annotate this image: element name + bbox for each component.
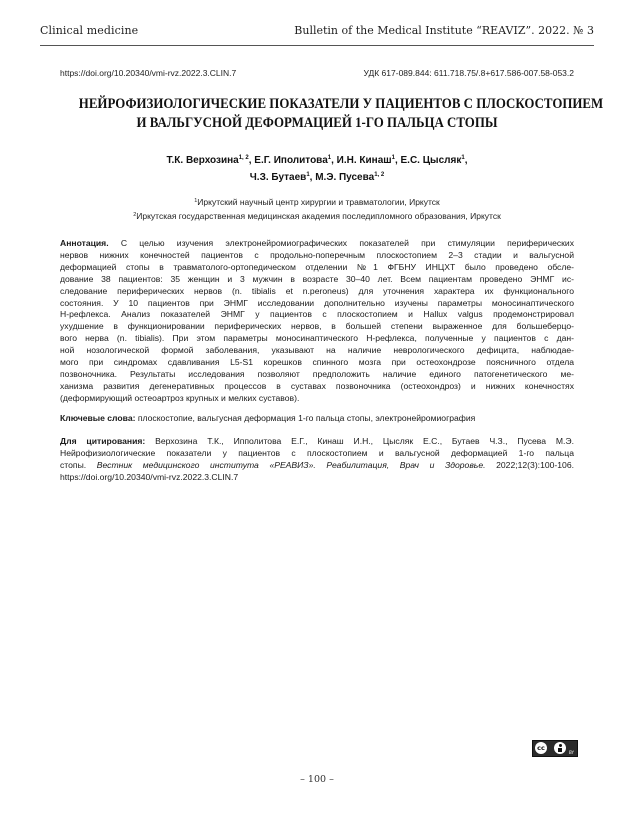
abstract-line: нервов нижних конечностей пациентов с продольно-поперечным плоскостопием 2–3 стадии и вальгусной <box>60 249 574 260</box>
citation-journal: Вестник медицинского института «РЕАВИЗ». Реабилитация, Врач и Здоровье. <box>96 459 486 470</box>
creative-commons-icon: cc <box>535 742 547 754</box>
affiliation-1 <box>40 197 594 207</box>
abstract-line: мого при синдромах сдавливания L5-S1 корешков спинного мозга при остеохондрозе поясничного отдела <box>60 357 574 368</box>
journal-issue-header: Bulletin of the Medical Institute “REAVIZ”. 2022. № 3 <box>294 24 594 37</box>
citation <box>60 436 574 484</box>
affiliation-2 <box>40 211 594 221</box>
article-title <box>78 95 604 133</box>
abstract-label: Аннотация. <box>60 238 109 248</box>
abstract-line: следование периферических нервов (n. tibialis et n.peroneus) для уточнения характера их функционального <box>60 285 574 296</box>
doi-link[interactable]: https://doi.org/10.20340/vmi-rvz.2022.3.CLIN.7 <box>60 68 237 78</box>
abstract-line: ухудшение в функционировании периферических нервов, в большей степени выраженное для большеберцо- <box>60 321 574 332</box>
attribution-person-icon <box>554 742 566 754</box>
udk-code: УДК 617-089.844: 611.718.75/.8+617.586-007.58-053.2 <box>363 68 574 78</box>
keywords-text: плоскостопие, вальгусная деформация 1-го пальца стопы, электронейромиография <box>137 413 476 423</box>
abstract-line: позвоночника. Результаты исследования позволяют предположить наличие единого патогенетического ме- <box>60 368 574 379</box>
keywords-label: Ключевые слова: <box>60 413 136 423</box>
affiliation-text: Иркутский научный центр хирургии и травматологии, Иркутск <box>197 197 440 207</box>
affiliation-mark: 2 <box>133 212 137 218</box>
keywords <box>60 413 574 425</box>
author-affiliation-mark: 1, 2 <box>238 155 249 161</box>
license-by-label: BY <box>569 750 574 755</box>
abstract-line: Н-рефлекса. Анализ показателей ЭНМГ у пациентов с плоскостопием и Hallux valgus продемонстрировал <box>60 309 574 320</box>
author-affiliation-mark: 1 <box>391 155 395 161</box>
abstract-line: дование 38 пациентов: 35 женщин и 3 мужчин в возрасте 30–40 лет. Всем пациентам проведено ЭНМГ ис- <box>60 273 574 284</box>
author-affiliation-mark: 1 <box>306 172 310 178</box>
author-name: Ч.З. Бутаев <box>249 172 307 183</box>
affiliation-text: Иркутская государственная медицинская академия последипломного образования, Иркутск <box>136 211 501 221</box>
abstract-line: ханизма развития дегенеративных процессов в суставах позвоночника (остеохондроз) и нижних конечностях <box>60 380 574 391</box>
abstract-line: вого нерва (n. tibialis). При этом параметры моносинаптического Н-рефлекса, полученные у пациентов с дан- <box>60 333 574 344</box>
author-affiliation-mark: 1 <box>327 155 332 161</box>
author-separator: , <box>309 172 316 183</box>
abstract <box>60 238 574 405</box>
author-separator: , <box>331 155 337 166</box>
author-affiliation-mark: 1 <box>461 155 465 161</box>
abstract-line: деформацией стопы в травматолого-ортопедическом отделении №1 ФГБНУ ИНЦХТ было проведено обсле- <box>60 261 574 272</box>
abstract-line: (деформирующий остеоартроз крупных и мелких суставов). <box>60 392 300 403</box>
author-affiliation-mark: 1, 2 <box>374 172 385 178</box>
citation-title-end: стопы. <box>60 459 87 470</box>
author-name: Е.Г. Иполитова <box>254 155 328 166</box>
citation-title: Нейрофизиологические показатели у пациентов с плоскостопием и вальгусной деформацией 1-го пальца <box>60 447 574 458</box>
abstract-line: С целью изучения электронейромиографических показателей при стимуляции периферических <box>120 238 574 248</box>
journal-section-header: Clinical medicine <box>40 24 139 37</box>
page-number: – 100 – <box>300 774 334 785</box>
citation-authors: Верхозина Т.К., Ипполитова Е.Г., Кинаш И.Н., Цысляк Е.С., Бутаев Ч.З., Пусева М.Э. <box>155 436 574 446</box>
author-separator: , <box>464 155 468 166</box>
author-separator: , <box>394 155 401 166</box>
author-name: М.Э. Пусева <box>315 172 375 183</box>
citation-doi-link[interactable]: https://doi.org/10.20340/vmi-rvz.2022.3.CLIN.7 <box>60 471 239 482</box>
abstract-line: состояния. У 10 пациентов при ЭНМГ исследовании дополнительно изучены параметры моносинаптического <box>60 297 574 308</box>
author-name: Т.К. Верхозина <box>166 155 239 166</box>
author-name: И.Н. Кинаш <box>336 155 392 166</box>
cc-by-license-badge[interactable] <box>532 740 578 757</box>
header-divider <box>40 45 594 46</box>
citation-volume: 2022;12(3):100-106. <box>496 459 574 470</box>
article-title-line: И ВАЛЬГУСНОЙ ДЕФОРМАЦИЕЙ 1-ГО ПАЛЬЦА СТОПЫ <box>136 115 498 131</box>
abstract-line: ной нозологической формой заболевания, указывают на наличие неврологического дефицита, наблюдае- <box>60 345 574 356</box>
citation-label: Для цитирования: <box>60 436 146 446</box>
author-separator: , <box>248 155 255 166</box>
article-title-line: НЕЙРОФИЗИОЛОГИЧЕСКИЕ ПОКАЗАТЕЛИ У ПАЦИЕНТОВ С ПЛОСКОСТОПИЕМ <box>78 96 604 112</box>
author-list <box>40 151 594 185</box>
affiliation-mark: 1 <box>194 198 198 204</box>
author-name: Е.С. Цысляк <box>400 155 462 166</box>
